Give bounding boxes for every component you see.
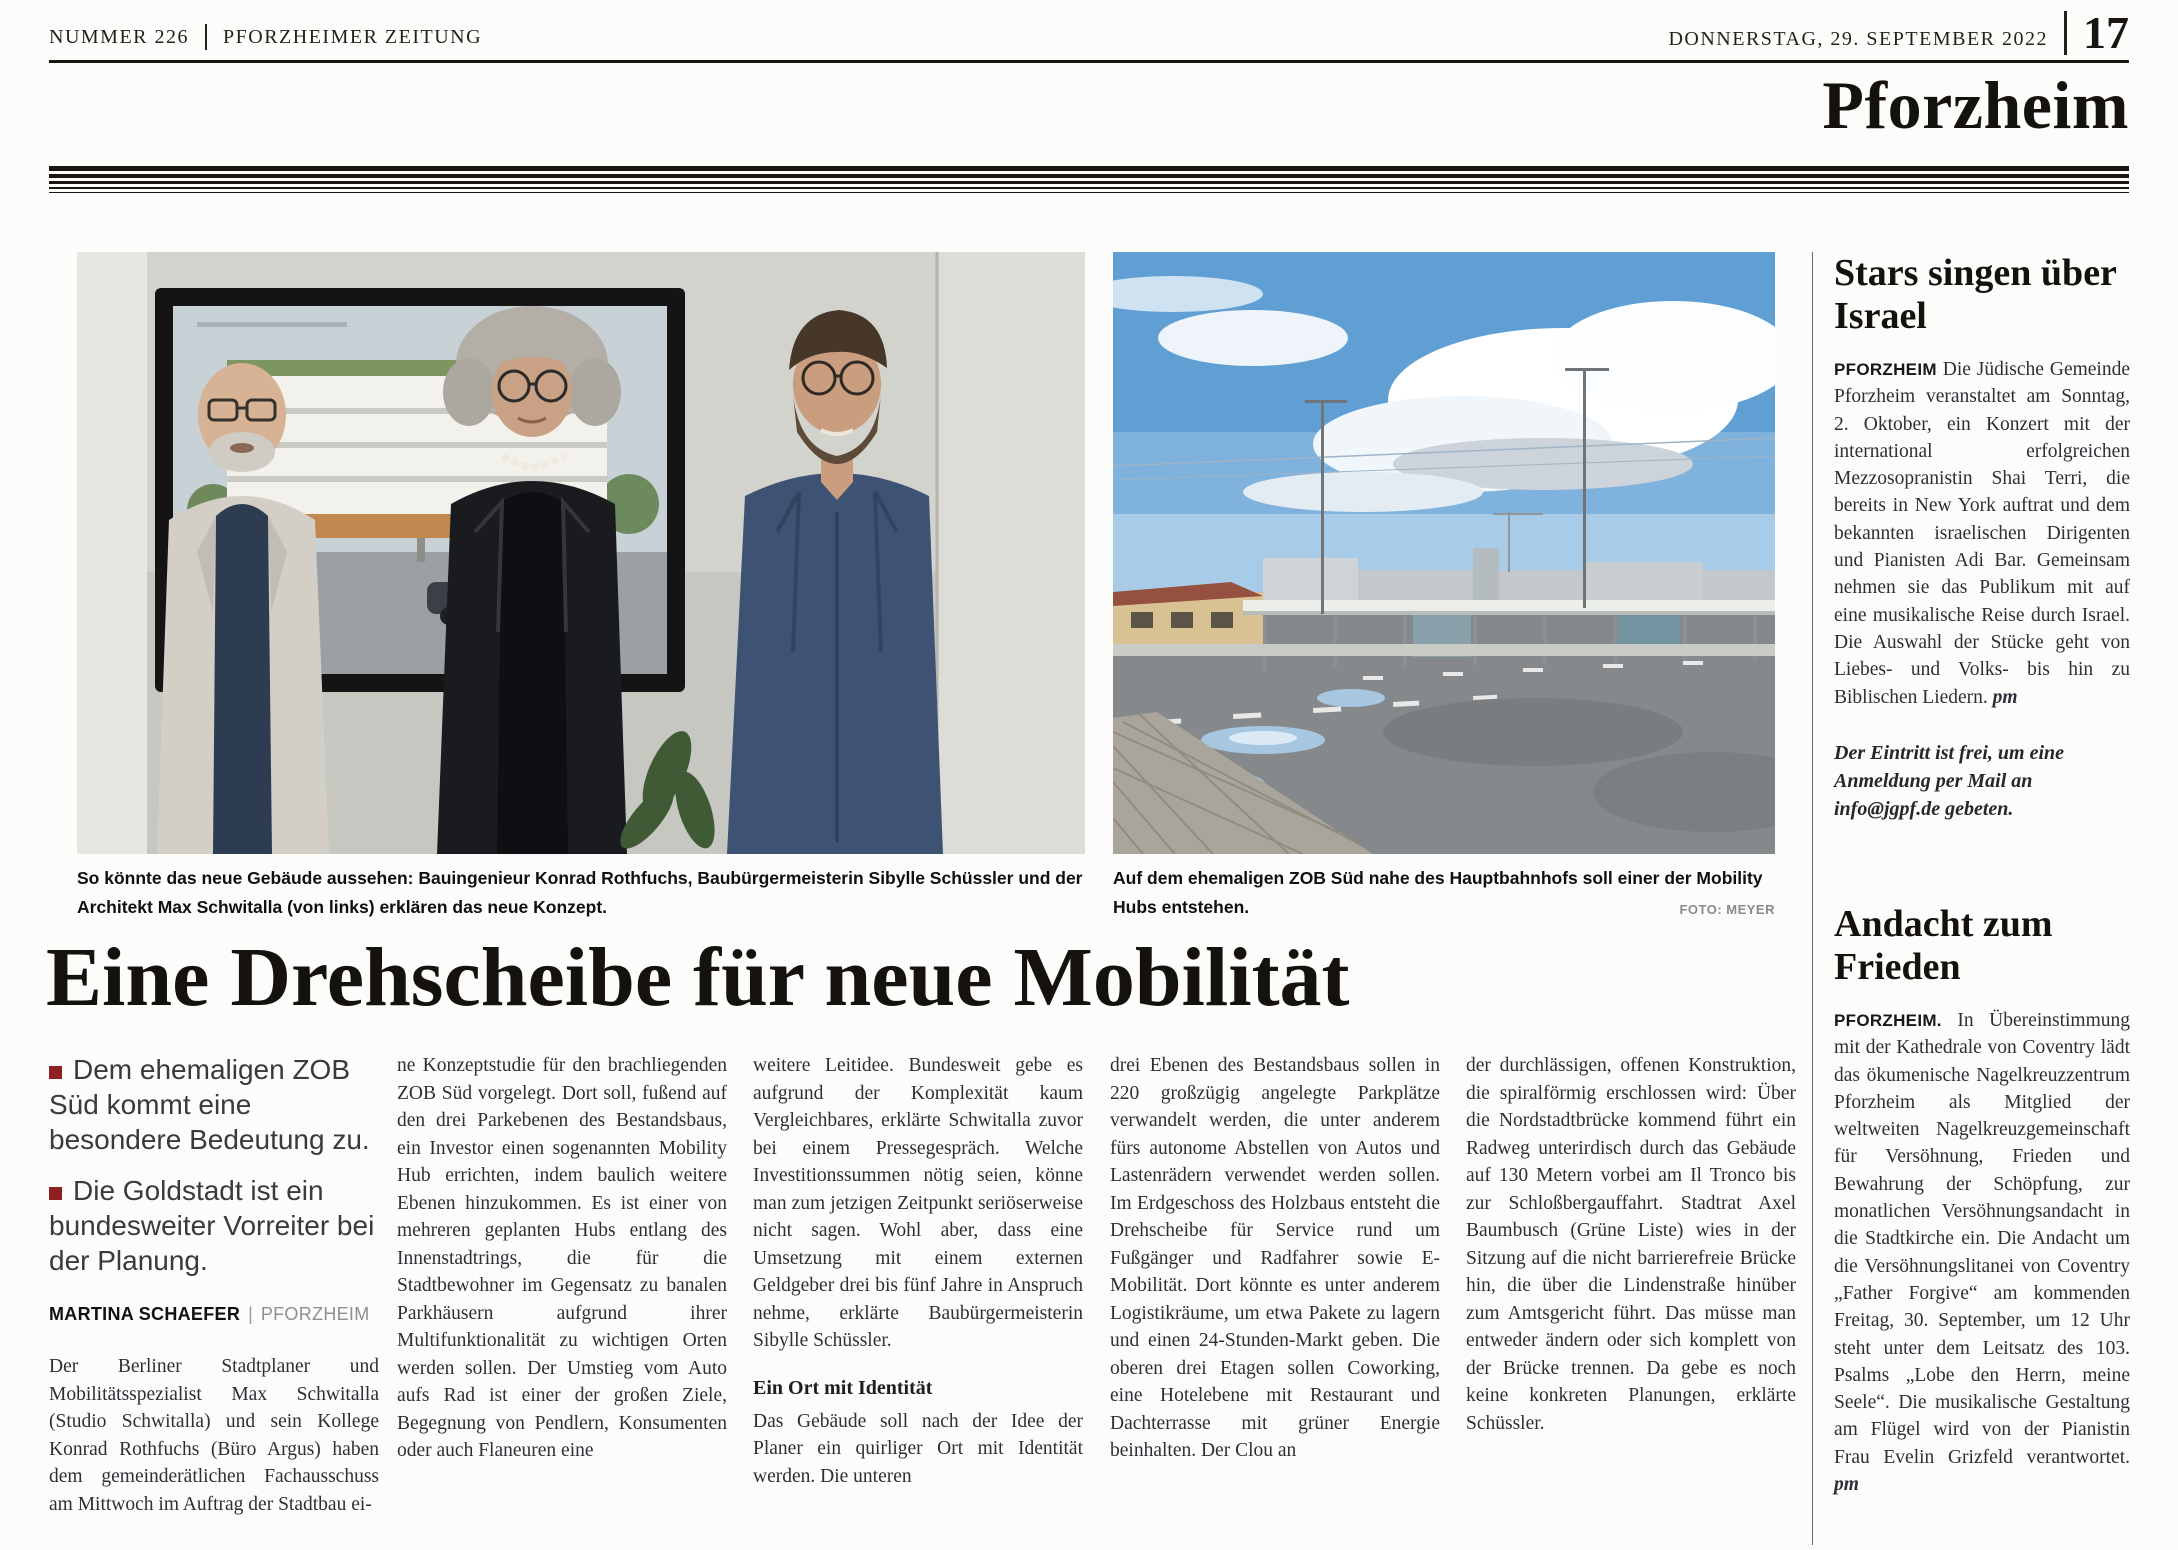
lead-bullet-item [49, 1052, 379, 1157]
sidebar-article-body [1834, 1007, 2130, 1498]
article-column-3 [753, 1052, 1083, 1490]
section-divider [49, 166, 2129, 196]
issue-number: NUMMER 226 [49, 25, 190, 48]
lead-text: Die Goldstadt ist ein bundesweiter Vorreiter bei der Planung. [49, 1175, 375, 1276]
paper-name: PFORZHEIMER ZEITUNG [223, 25, 483, 48]
photo2-caption-text: Auf dem ehemaligen ZOB Süd nahe des Hauptbahnhofs soll einer der Mobility Hubs entstehen. [1113, 868, 1763, 917]
body-paragraph: weitere Leitidee. Bundesweit gebe es aufgrund der Komplexität kaum Vergleichbares, erklärte Schwitalla zuvor bei einem Pressegespräch. Welche Investitionssummen nötig seien, könne man zum jetzigen Zeitpunkt seriöserweise nicht sagen. Wohl aber, dass eine Umsetzung mit einem externen Geldgeber drei bis fünf Jahre in Anspruch nehme, erklärte Baubürgermeisterin Sibylle Schüssler. [753, 1055, 1083, 1351]
dateline: PFORZHEIM [1834, 360, 1937, 379]
masthead-divider [205, 24, 207, 50]
byline-separator: | [248, 1304, 253, 1324]
bullet-square-icon [49, 1187, 62, 1200]
masthead-rule [49, 60, 2129, 63]
body-paragraph: der durchlässigen, offenen Konstruktion, die spiralförmig erschlossen wird: Über die Nordstadtbrücke kommend führt ein Radweg unterirdisch durch das Gebäude auf 130 Metern vorbei am Il Tronco bis zur Schloßbergauffahrt. Stadtrat Axel Baumbusch (Grüne Liste) wies in der Sitzung auf die nicht barrierefreie Brücke hin, die über die Lindenstraße hinüber zum Amtsgericht führt. Das müsse man entweder ändern oder sich komplett von der Brücke trennen. Da gebe es noch keine konkreten Planungen, erklärte Schüssler. [1466, 1055, 1796, 1434]
body-paragraph: Das Gebäude soll nach der Idee der Planer ein quirliger Ort mit Identität werden. Die unteren [753, 1410, 1083, 1487]
author-sign: pm [1992, 686, 2018, 708]
sidebar-article-title: Andacht zum Frieden [1834, 903, 2053, 988]
article-subhead: Ein Ort mit Identität [753, 1376, 933, 1399]
sidebar-body-text: Die Jüdische Gemeinde Pforzheim veranstaltet am Sonntag, 2. Oktober, ein Konzert mit der international erfolgreichen Mezzosopranistin Shai Terri, die bereits in New York auftrat und dem bekannten israelischen Dirigenten und Pianisten Adi Bar. Gemeinsam nehmen sie das Publikum mit auf eine musikalische Reise durch Israel. Die Auswahl der Stücke geht von Liebes- und Volks- bis hin zu Biblischen Liedern. [1834, 359, 2131, 708]
sidebar-info-note: Der Eintritt ist frei, um eine Anmeldung per Mail an info@jgpf.de gebeten. [1834, 741, 2065, 820]
sidebar-article-stars [1834, 252, 2130, 823]
photo2-caption [1113, 864, 1775, 922]
photo-people-illustration [77, 252, 1085, 854]
photo-presentation [77, 252, 1085, 854]
author-sign: pm [1834, 1474, 1859, 1496]
byline-location: PFORZHEIM [260, 1304, 370, 1324]
body-paragraph: drei Ebenen des Bestandsbaus sollen in 220 großzügig angelegte Parkplätze verwandelt werden, die unter anderem fürs autonome Abstellen von Autos und Lastenrädern verwendet werden sollen. Im Erdgeschoss des Holzbaus entsteht die Drehscheibe für Service rund um Fußgänger und Radfahrer sowie E-Mobilität. Dort könnte es unter anderem Logistikräume, um etwa Pakete zu lagern und einen 24-Stunden-Markt geben. Die oberen drei Etagen sollen Coworking, eine Hotelebene mit Restaurant und Dachterrasse mit grüner Energie beinhalten. Der Clou an [1110, 1055, 1440, 1461]
masthead-left [49, 24, 482, 50]
photo-zob [1113, 252, 1775, 854]
dateline: PFORZHEIM. [1834, 1011, 1942, 1030]
photo1-caption: So könnte das neue Gebäude aussehen: Bauingenieur Konrad Rothfuchs, Baubürgermeisterin Sibylle Schüssler und der Architekt Max Schwitalla (von links) erklären das neue Konzept. [77, 868, 1083, 917]
byline-author: MARTINA SCHAEFER [49, 1304, 241, 1324]
sidebar-divider [1812, 252, 1813, 1545]
body-paragraph: Der Berliner Stadtplaner und Mobilitätsspezialist Max Schwitalla (Studio Schwitalla) und sein Kollege Konrad Rothfuchs (Büro Argus) haben dem gemeinderätlichen Fachausschuss am Mittwoch im Auftrag der Stadtbau ei- [49, 1356, 379, 1515]
photo-credit: FOTO: MEYER [1679, 902, 1775, 917]
sidebar-article-title: Stars singen über Israel [1834, 252, 2117, 337]
page-number: 17 [2083, 7, 2129, 58]
issue-date: DONNERSTAG, 29. SEPTEMBER 2022 [1668, 27, 2048, 50]
pagenumber-divider [2064, 11, 2067, 55]
photo-zob-illustration [1113, 252, 1775, 854]
sidebar-body-text: In Übereinstimmung mit der Kathedrale von Coventry lädt das ökumenische Nagelkreuzzentrum Pforzheim als Mitglied der weltweiten Nagelkreuzgemeinschaft für Versöhnung, Frieden und Bewahrung der Schöpfung, zur monatlichen Versöhnungsandacht in die Stadtkirche ein. Die Andacht um die Versöhnungslitanei von Coventry „Father Forgive“ am kommenden Freitag, 30. September, um 12 Uhr steht unter dem Leitsatz des 103. Psalms „Lobe den Herrn, meine Seele“. Die musikalische Gestaltung am Flügel wird von der Pianistin Frau Evelin Grizfeld verantwortet. [1834, 1010, 2130, 1468]
lead-bullet-item [49, 1173, 379, 1278]
article-headline: Eine Drehscheibe für neue Mobilität [46, 931, 1350, 1024]
sidebar-article-andacht [1834, 903, 2130, 1498]
masthead-right [1668, 7, 2129, 58]
sidebar-article-body [1834, 356, 2130, 711]
lead-text: Dem ehemaligen ZOB Süd kommt eine besondere Bedeutung zu. [49, 1054, 370, 1155]
bullet-square-icon [49, 1066, 62, 1079]
body-paragraph: ne Konzeptstudie für den brachliegenden ZOB Süd vorgelegt. Dort soll, fußend auf den drei Parkebenen des Bestandsbaus, ein Investor einen sogenannten Mobility Hub errichten, indem baulich weitere Ebenen hinzukommen. Es ist einer von mehreren geplanten Hubs entlang des Innenstadtrings, die für die Stadtbewohner im Gegensatz zu banalen Parkhäusern aufgrund ihrer Multifunktionalität zu wichtigen Orten werden sollen. Der Umstieg vom Auto aufs Rad ist einer der großen Ziele, Begegnung von Pendlern, Konsumenten oder auch Flaneuren eine [397, 1055, 727, 1461]
article-column-1 [49, 1052, 379, 1518]
article-column-2 [397, 1052, 727, 1465]
byline [49, 1304, 379, 1325]
article-column-5 [1466, 1052, 1796, 1437]
section-title: Pforzheim [1822, 67, 2129, 143]
article-column-4 [1110, 1052, 1440, 1465]
